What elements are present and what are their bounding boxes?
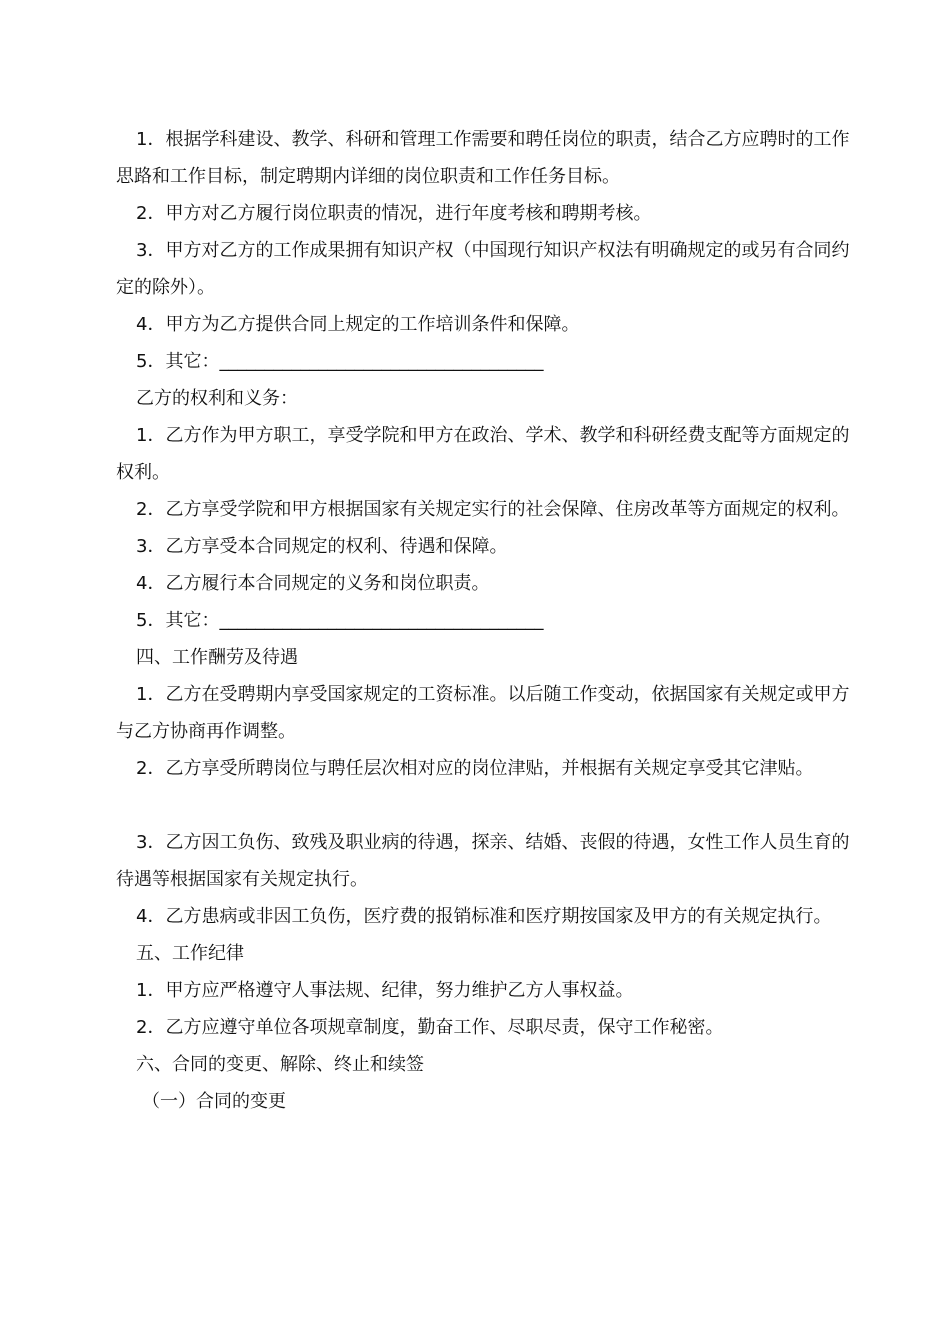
paragraph-duty-1: 1．根据学科建设、教学、科研和管理工作需要和聘任岗位的职责，结合乙方应聘时的工作思路和工作目标，制定聘期内详细的岗位职责和工作任务目标。 <box>116 129 850 187</box>
paragraph-discipline-1: 1．甲方应严格遵守人事法规、纪律，努力维护乙方人事权益。 <box>136 980 634 1001</box>
paragraph-rights-3: 3．乙方享受本合同规定的权利、待遇和保障。 <box>136 536 508 557</box>
paragraph-rights-1: 1．乙方作为甲方职工，享受学院和甲方在政治、学术、教学和科研经费支配等方面规定的权利。 <box>116 425 850 483</box>
paragraph-pay-1: 1．乙方在受聘期内享受国家规定的工资标准。以后随工作变动，依据国家有关规定或甲方与乙方协商再作调整。 <box>116 684 850 742</box>
paragraph-duty-5-other: 5．其它：____________________________________ <box>136 351 544 372</box>
heading-party-b-rights: 乙方的权利和义务： <box>136 388 298 409</box>
heading-section-4: 四、工作酬劳及待遇 <box>136 647 298 668</box>
subheading-contract-change: （一）合同的变更 <box>142 1091 286 1112</box>
paragraph-pay-3: 3．乙方因工负伤、致残及职业病的待遇，探亲、结婚、丧假的待遇，女性工作人员生育的待遇等根据国家有关规定执行。 <box>116 832 850 890</box>
paragraph-rights-5-other: 5．其它：____________________________________ <box>136 610 544 631</box>
paragraph-discipline-2: 2．乙方应遵守单位各项规章制度，勤奋工作、尽职尽责，保守工作秘密。 <box>136 1017 724 1038</box>
paragraph-pay-4: 4．乙方患病或非因工负伤，医疗费的报销标准和医疗期按国家及甲方的有关规定执行。 <box>136 906 832 927</box>
document-body <box>116 121 851 1120</box>
blank-line <box>116 787 851 824</box>
paragraph-rights-4: 4．乙方履行本合同规定的义务和岗位职责。 <box>136 573 490 594</box>
paragraph-duty-4: 4．甲方为乙方提供合同上规定的工作培训条件和保障。 <box>136 314 580 335</box>
paragraph-rights-2: 2．乙方享受学院和甲方根据国家有关规定实行的社会保障、住房改革等方面规定的权利。 <box>136 499 850 520</box>
paragraph-pay-2: 2．乙方享受所聘岗位与聘任层次相对应的岗位津贴，并根据有关规定享受其它津贴。 <box>136 758 814 779</box>
heading-section-6: 六、合同的变更、解除、终止和续签 <box>136 1054 424 1075</box>
paragraph-duty-2: 2．甲方对乙方履行岗位职责的情况，进行年度考核和聘期考核。 <box>136 203 652 224</box>
heading-section-5: 五、工作纪律 <box>136 943 244 964</box>
paragraph-duty-3: 3．甲方对乙方的工作成果拥有知识产权（中国现行知识产权法有明确规定的或另有合同约定的除外）。 <box>116 240 850 298</box>
